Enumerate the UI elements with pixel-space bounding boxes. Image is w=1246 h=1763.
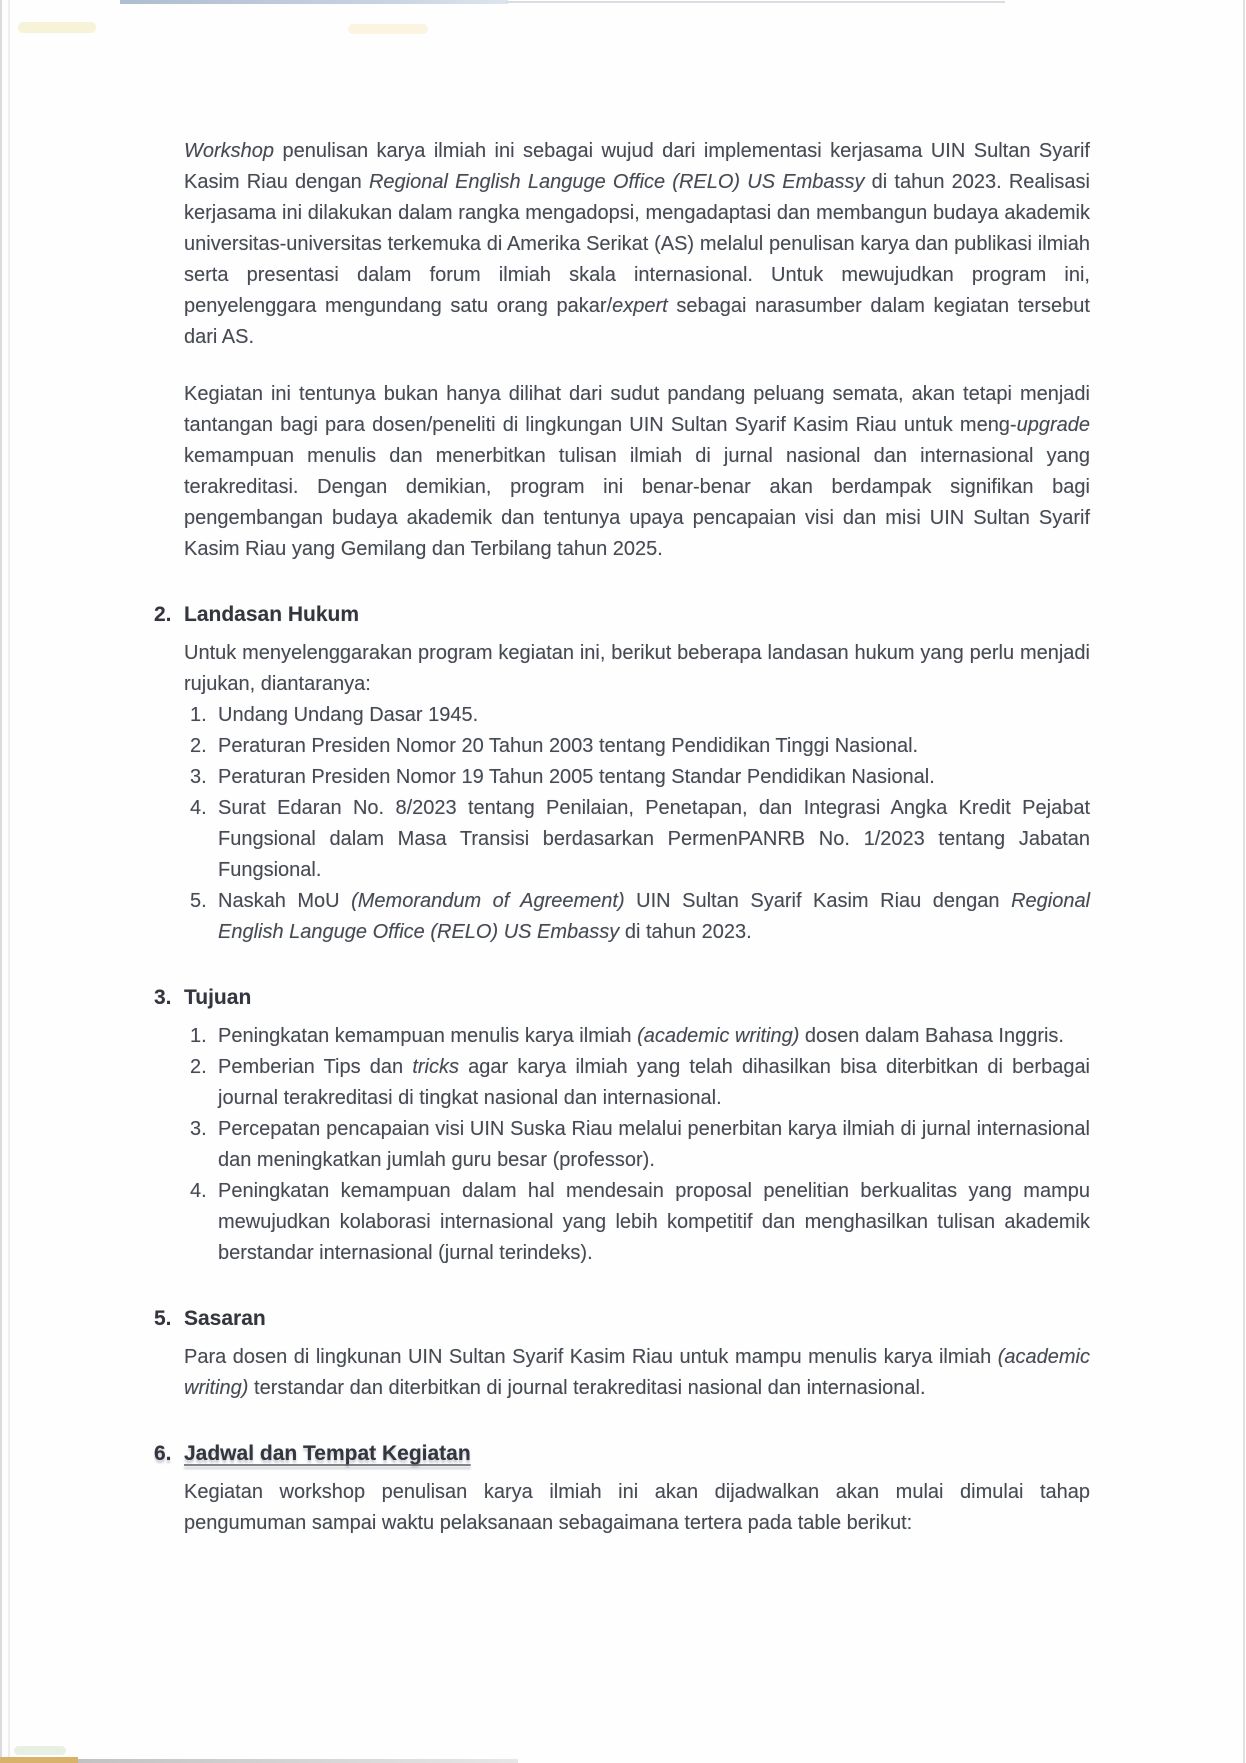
tujuan-list — [184, 1021, 1090, 1269]
landasan-hukum-intro — [184, 638, 1090, 700]
scan-edge-left-outer — [0, 0, 2, 1763]
scan-edge-top-bar — [120, 0, 508, 4]
text-run: (Memorandum of Agreement) — [351, 890, 625, 912]
list-item: 4. Surat Edaran No. 8/2023 tentang Penilaian, Penetapan, dan Integrasi Angka Kredit Pejabat Fungsional dalam Masa Transisi berdasarkan PermenPANRB No. 1/2023 tentang Jabatan Fungsional. — [190, 797, 1090, 881]
text-run: terstandar dan diterbitkan di journal terakreditasi nasional dan internasional. — [248, 1377, 926, 1399]
text-run: upgrade — [1016, 414, 1090, 436]
text-run: Untuk menyelenggarakan program kegiatan ini, berikut beberapa landasan hukum yang perlu menjadi rujukan, diantaranya: — [184, 642, 1090, 695]
scan-edge-right — [1243, 0, 1245, 1763]
text-run: UIN Sultan Syarif Kasim Riau dengan — [624, 890, 1012, 912]
text-run: sebagai narasumber dalam kegiatan tersebut dari AS. — [184, 295, 1090, 348]
text-run: Peraturan Presiden Nomor 19 Tahun 2005 tentang Standar Pendidikan Nasional. — [218, 766, 935, 788]
document-body — [154, 136, 1091, 1539]
text-run: Para dosen di lingkunan UIN Sultan Syarif Kasim Riau untuk mampu menulis karya ilmiah — [184, 1346, 998, 1368]
text-run: kemampuan menulis dan menerbitkan tulisan ilmiah di jurnal nasional dan internasional yang terakreditasi. Dengan demikian, program ini benar-benar akan berdampak signifikan bagi pengembangan budaya akademik dan tentunya upaya pencapaian visi dan misi UIN Sultan Syarif Kasim Riau yang Gemilang dan Terbilang tahun 2025. — [184, 445, 1090, 560]
scan-edge-top-line — [505, 1, 1005, 3]
landasan-hukum-list — [184, 700, 1090, 948]
text-run: agar karya ilmiah yang telah dihasilkan bisa diterbitkan di berbagai journal terakreditasi di tingkat nasional dan internasional. — [218, 1056, 1091, 1109]
section-title: Tujuan — [184, 986, 252, 1009]
intro-paragraph-2 — [184, 379, 1090, 565]
scan-edge-bottom-tan — [0, 1757, 78, 1763]
list-item: 3. Percepatan pencapaian visi UIN Suska Riau melalui penerbitan karya ilmiah di jurnal internasional dan meningkatkan jumlah guru besar (professor). — [190, 1118, 1090, 1171]
text-run: Naskah MoU — [218, 890, 352, 912]
text-run: (academic writing) — [637, 1025, 800, 1047]
list-item: 1. Undang Undang Dasar 1945. — [190, 704, 479, 726]
text-run: Workshop — [184, 140, 275, 162]
text-run: penulisan karya ilmiah ini sebagai wujud dari implementasi kerjasama UIN Sultan Syarif Kasim Riau dengan — [184, 140, 1090, 193]
section-heading-sasaran — [154, 1303, 1090, 1335]
list-item: 5. Naskah MoU (Memorandum of Agreement) UIN Sultan Syarif Kasim Riau dengan Regional English Languge Office (RELO) US Embassy di tahun 2023. — [190, 890, 1091, 943]
scan-smudge-bottom-left — [14, 1746, 66, 1755]
text-run: (academic writing) — [184, 1346, 1090, 1399]
text-run: di tahun 2023. Realisasi kerjasama ini dilakukan dalam rangka mengadopsi, mengadaptasi dan membangun budaya akademik universitas-universitas terkemuka di Amerika Serikat (AS) melalul penulisan karya dan publikasi ilmiah serta presentasi dalam forum ilmiah skala internasional. Untuk mewujudkan program ini, penyelenggara mengundang satu orang pakar/ — [184, 171, 1090, 317]
text-run: Percepatan pencapaian visi UIN Suska Riau melalui penerbitan karya ilmiah di jurnal internasional dan meningkatkan jumlah guru besar (professor). — [218, 1118, 1090, 1171]
text-run: Surat Edaran No. 8/2023 tentang Penilaian, Penetapan, dan Integrasi Angka Kredit Pejabat Fungsional dalam Masa Transisi berdasarkan PermenPANRB No. 1/2023 tentang Jabatan Fungsional. — [218, 797, 1090, 881]
section-number: 5. — [154, 1307, 172, 1330]
text-run: Pemberian Tips dan — [218, 1056, 413, 1078]
scan-smudge-top-mid — [348, 24, 428, 34]
sasaran-body — [184, 1342, 1090, 1404]
section-heading-landasan-hukum — [154, 599, 1090, 631]
section-title: Jadwal dan Tempat Kegiatan — [184, 1442, 471, 1465]
text-run: Kegiatan ini tentunya bukan hanya dilihat dari sudut pandang peluang semata, akan tetapi menjadi tantangan bagi para dosen/peneliti di lingkungan UIN Sultan Syarif Kasim Riau untuk meng- — [184, 383, 1090, 436]
section-title: Landasan Hukum — [184, 603, 360, 626]
scan-edge-left-inner — [8, 0, 10, 1763]
section-title: Sasaran — [184, 1307, 266, 1330]
list-item: 3. Peraturan Presiden Nomor 19 Tahun 2005 tentang Standar Pendidikan Nasional. — [190, 766, 935, 788]
section-heading-jadwal — [154, 1438, 1090, 1470]
scan-smudge-top-left — [18, 22, 96, 33]
list-item: 4. Peningkatan kemampuan dalam hal mendesain proposal penelitian berkualitas yang mampu mewujudkan kolaborasi internasional yang lebih kompetitif dan menghasilkan tulisan akademik berstandar internasional (jurnal terindeks). — [190, 1180, 1090, 1264]
text-run: Peraturan Presiden Nomor 20 Tahun 2003 tentang Pendidikan Tinggi Nasional. — [218, 735, 919, 757]
section-number: 2. — [154, 603, 172, 626]
scan-edge-bottom-line — [78, 1759, 518, 1763]
list-item: 2. Pemberian Tips dan tricks agar karya ilmiah yang telah dihasilkan bisa diterbitkan di berbagai journal terakreditasi di tingkat nasional dan internasional. — [190, 1056, 1091, 1109]
intro-paragraph-1 — [184, 136, 1090, 353]
text-run: expert — [612, 295, 668, 317]
text-run: dosen dalam Bahasa Inggris. — [799, 1025, 1064, 1047]
text-run: Peningkatan kemampuan menulis karya ilmiah — [218, 1025, 638, 1047]
section-number: 3. — [154, 986, 172, 1009]
text-run: Peningkatan kemampuan dalam hal mendesain proposal penelitian berkualitas yang mampu mewujudkan kolaborasi internasional yang lebih kompetitif dan menghasilkan tulisan akademik berstandar internasional (jurnal terindeks). — [218, 1180, 1090, 1264]
text-run: tricks — [412, 1056, 459, 1078]
section-number: 6. — [154, 1442, 172, 1465]
section-heading-tujuan — [154, 982, 1090, 1014]
text-run: Regional English Languge Office (RELO) US Embassy — [218, 890, 1091, 943]
text-run: di tahun 2023. — [619, 921, 752, 943]
list-item: 1. Peningkatan kemampuan menulis karya ilmiah (academic writing) dosen dalam Bahasa Inggris. — [190, 1025, 1064, 1047]
text-run: Regional English Languge Office (RELO) US Embassy — [368, 171, 865, 193]
text-run: Undang Undang Dasar 1945. — [218, 704, 479, 726]
jadwal-body — [184, 1477, 1090, 1539]
list-item: 2. Peraturan Presiden Nomor 20 Tahun 2003 tentang Pendidikan Tinggi Nasional. — [190, 735, 919, 757]
text-run: Kegiatan workshop penulisan karya ilmiah ini akan dijadwalkan akan mulai dimulai tahap pengumuman sampai waktu pelaksanaan sebagaimana tertera pada table berikut: — [184, 1481, 1090, 1534]
